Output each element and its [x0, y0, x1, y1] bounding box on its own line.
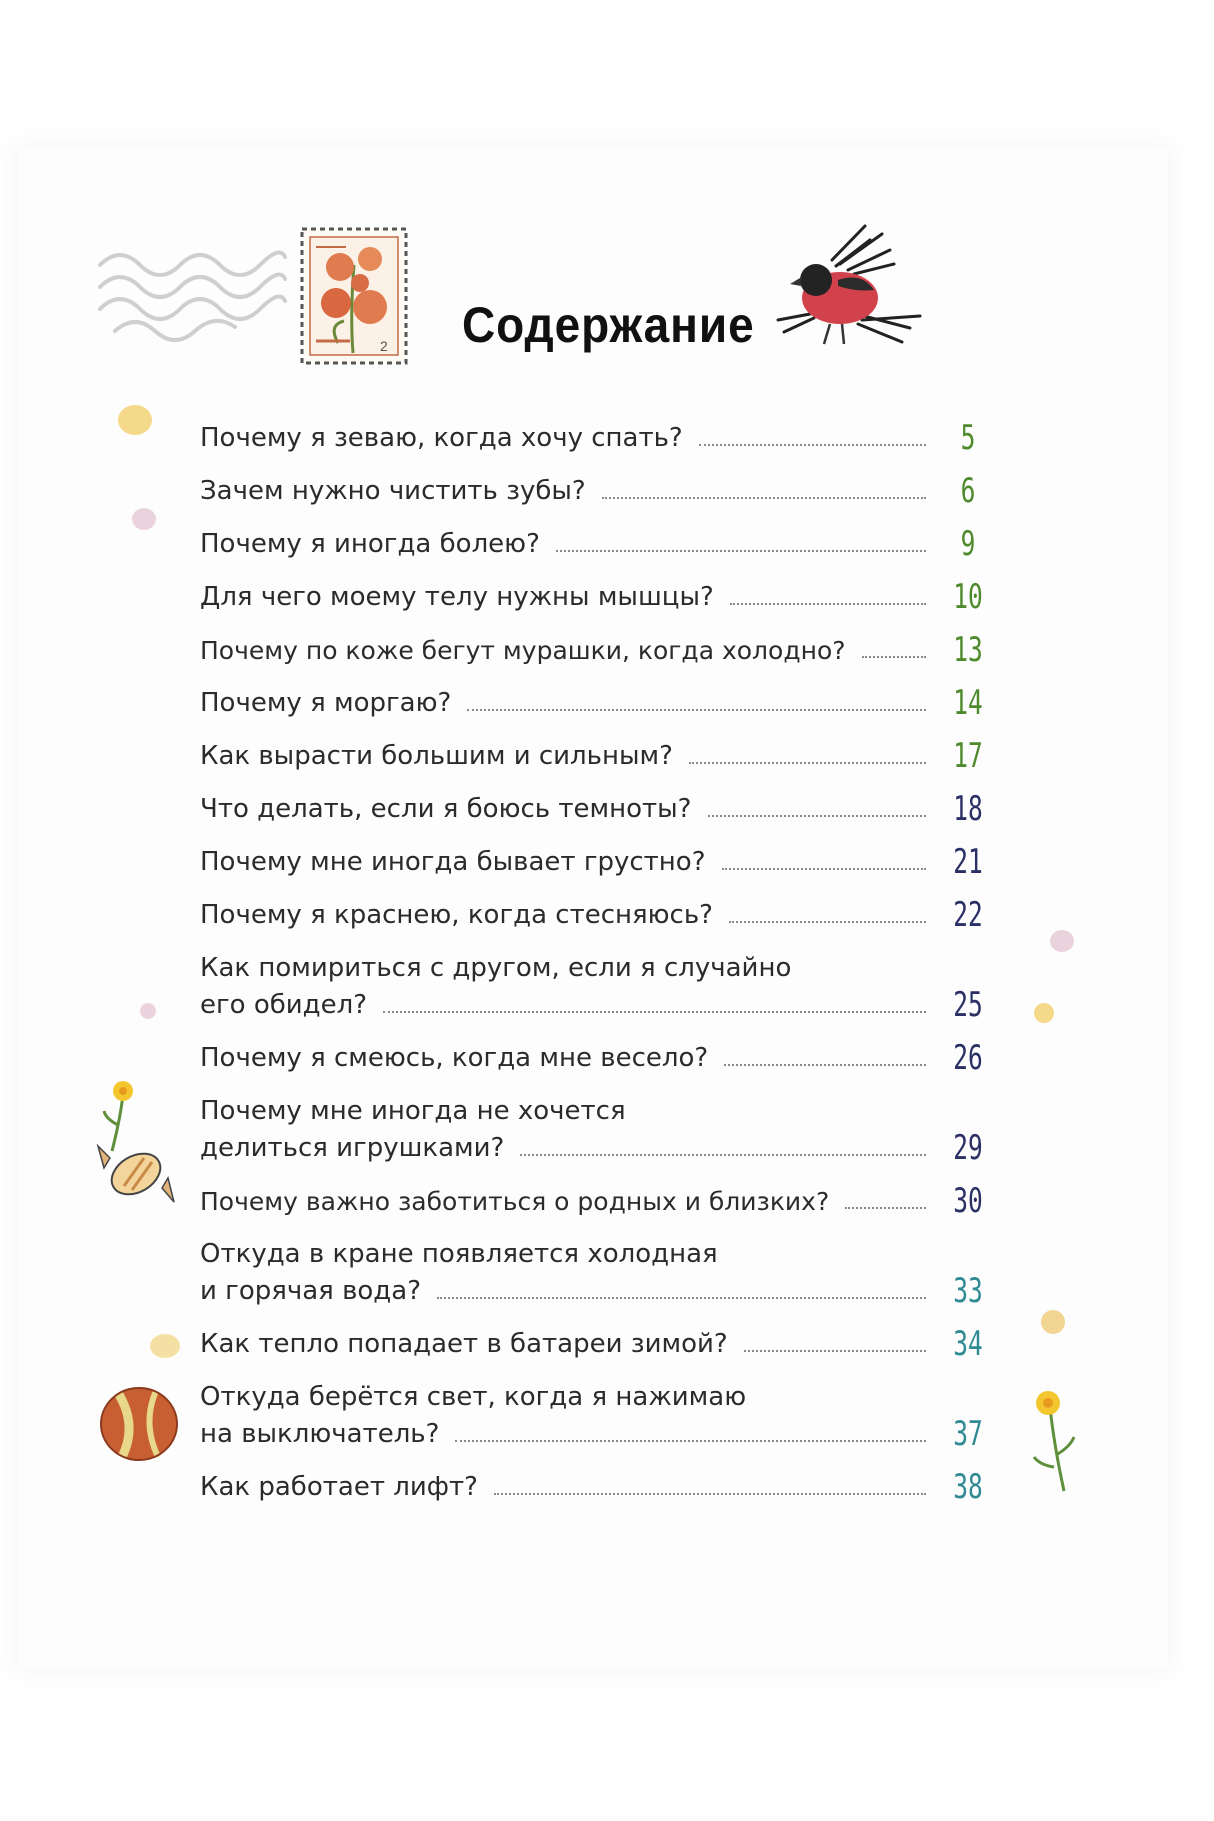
- dot-leader: [699, 444, 926, 446]
- toc-entry[interactable]: [200, 897, 996, 934]
- toc-entry[interactable]: [200, 1326, 996, 1363]
- toc-entry[interactable]: [200, 791, 996, 828]
- toc-entry[interactable]: [200, 738, 996, 775]
- toc-page-number: 37: [953, 1414, 983, 1454]
- toc-entry[interactable]: [200, 950, 996, 1024]
- toc-entry-title: Почему я моргаю?: [200, 688, 452, 718]
- dot-leader: [602, 497, 926, 499]
- toc-page-number: 34: [953, 1324, 983, 1364]
- toc-entry-title: Как вырасти большим и сильным?: [200, 741, 673, 771]
- toc-entry[interactable]: [200, 685, 996, 722]
- toc-entry[interactable]: [200, 1093, 996, 1167]
- yellow-dot: [150, 1334, 180, 1358]
- dot-leader: [845, 1207, 926, 1209]
- dot-leader: [383, 1011, 926, 1013]
- toc-entry-title: Как помириться с другом, если я случайно: [200, 953, 792, 983]
- toc-page-number: 29: [953, 1128, 983, 1168]
- toc-entry[interactable]: [200, 632, 996, 669]
- toc-page-number: 13: [953, 630, 983, 670]
- toc-entry-title-continued: на выключатель?: [200, 1419, 440, 1449]
- yellow-dot: [1034, 1003, 1054, 1023]
- toc-entry-title: Как тепло попадает в батареи зимой?: [200, 1329, 728, 1359]
- dot-leader: [722, 868, 926, 870]
- dot-leader: [494, 1493, 926, 1495]
- toc-page-number: 26: [953, 1038, 983, 1078]
- toc-entry[interactable]: [200, 1040, 996, 1077]
- pink-dot: [1050, 930, 1074, 952]
- toc-entry[interactable]: [200, 1469, 996, 1506]
- toc-page-number: 22: [953, 895, 983, 935]
- postage-stamp-image: [298, 225, 410, 367]
- toc-page-number: 38: [953, 1467, 983, 1507]
- toc-entry[interactable]: [200, 1183, 996, 1220]
- yellow-dot: [1041, 1310, 1065, 1334]
- toc-entry[interactable]: [200, 1236, 996, 1310]
- toc-entry-title: Для чего моему телу нужны мышцы?: [200, 582, 714, 612]
- toc-entry[interactable]: [200, 473, 996, 510]
- candy-illustration: [96, 1140, 176, 1208]
- pink-dot: [132, 508, 156, 530]
- toc-entry-title: Почему я краснею, когда стесняюсь?: [200, 900, 713, 930]
- flower-illustration: [1020, 1385, 1080, 1495]
- toc-entry-title: Что делать, если я боюсь темноты?: [200, 794, 692, 824]
- toc-page-number: 5: [960, 418, 976, 458]
- toc-entry[interactable]: [200, 526, 996, 563]
- toc-entry[interactable]: [200, 844, 996, 881]
- toc-entry[interactable]: [200, 420, 996, 457]
- toc-page-number: 6: [960, 471, 976, 511]
- dot-leader: [556, 550, 926, 552]
- toc-entry-title: Зачем нужно чистить зубы?: [200, 476, 586, 506]
- toc-entry-title-continued: его обидел?: [200, 990, 368, 1020]
- dot-leader: [520, 1154, 926, 1156]
- toc-page-number: 10: [953, 577, 983, 617]
- yellow-dot: [118, 405, 152, 435]
- toc-entry-title: Откуда в кране появляется холодная: [200, 1239, 718, 1269]
- toc-entry-title: Как работает лифт?: [200, 1472, 478, 1502]
- toc-page-number: 25: [953, 985, 983, 1025]
- toc-entry-title: Почему важно заботиться о родных и близких?: [200, 1187, 830, 1216]
- toc-entry-title: Почему я иногда болею?: [200, 529, 540, 559]
- toc-page-number: 21: [953, 842, 983, 882]
- toc-page-number: 30: [953, 1181, 983, 1221]
- dot-leader: [455, 1440, 926, 1442]
- dot-leader: [689, 762, 926, 764]
- toc-entry-title: Почему мне иногда бывает грустно?: [200, 847, 706, 877]
- toc-entry-title: Почему я смеюсь, когда мне весело?: [200, 1043, 709, 1073]
- toc-page-number: 17: [953, 736, 983, 776]
- toc-entry-title: Почему по коже бегут мурашки, когда холодно?: [200, 636, 846, 665]
- toc-entry-title: Почему мне иногда не хочется: [200, 1096, 626, 1126]
- page-title: Содержание: [462, 297, 755, 353]
- dot-leader: [437, 1297, 926, 1299]
- toc-entry-title-continued: делиться игрушками?: [200, 1133, 505, 1163]
- toc-entry[interactable]: [200, 1379, 996, 1453]
- toc-entry-title-continued: и горячая вода?: [200, 1276, 422, 1306]
- toc-page-number: 14: [953, 683, 983, 723]
- dot-leader: [724, 1064, 926, 1066]
- postmark-wave-lines: [95, 235, 295, 345]
- dot-leader: [708, 815, 927, 817]
- toc-entry-title: Почему я зеваю, когда хочу спать?: [200, 423, 683, 453]
- toc-entry-title: Откуда берётся свет, когда я нажимаю: [200, 1382, 747, 1412]
- dot-leader: [862, 656, 926, 658]
- toc-page-number: 33: [953, 1271, 983, 1311]
- dot-leader: [730, 603, 926, 605]
- bird-illustration: [770, 220, 930, 355]
- dot-leader: [467, 709, 926, 711]
- pink-dot: [140, 1003, 156, 1019]
- stamp-value: 2: [380, 338, 388, 354]
- toc-page-number: 18: [953, 789, 983, 829]
- dot-leader: [729, 921, 926, 923]
- toc-entry[interactable]: [200, 579, 996, 616]
- toc-page-number: 9: [960, 524, 976, 564]
- dot-leader: [744, 1350, 926, 1352]
- ball-illustration: [98, 1385, 180, 1463]
